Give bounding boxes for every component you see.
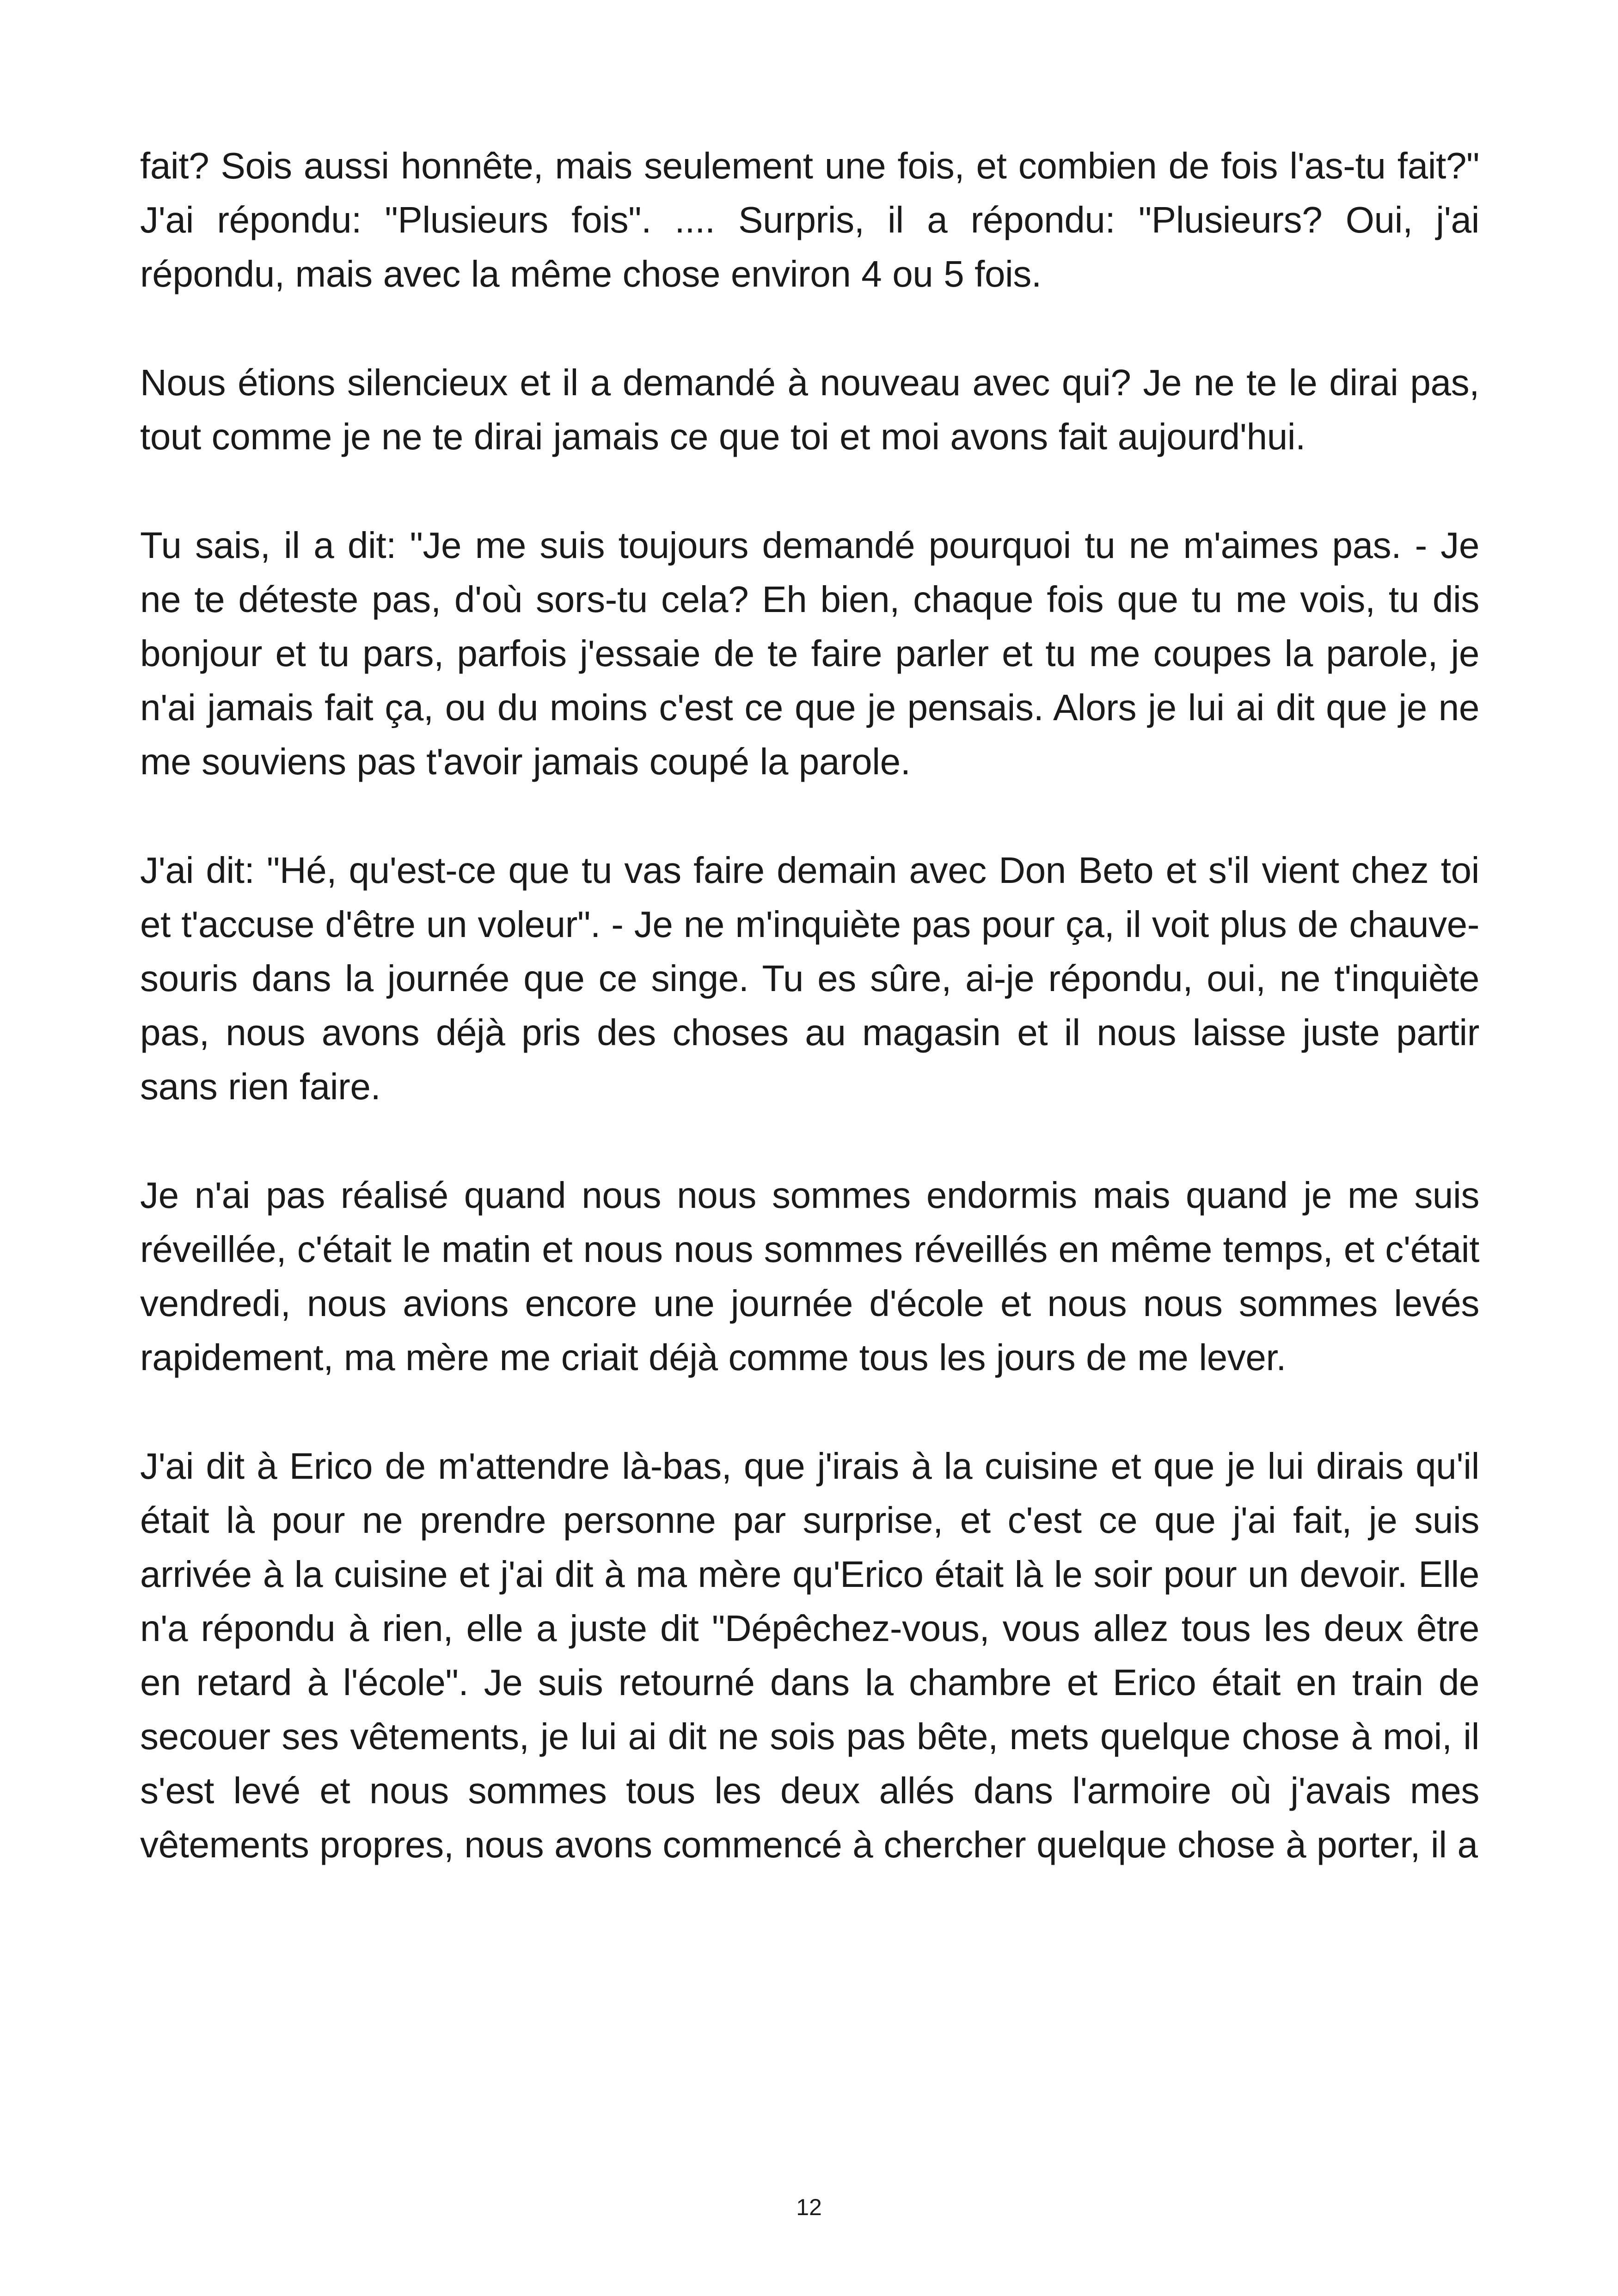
- body-text: [140, 139, 1479, 1926]
- paragraph: J'ai dit à Erico de m'attendre là-bas, que j'irais à la cuisine et que je lui dirais qu'il était là pour ne prendre personne par surprise, et c'est ce que j'ai fait, je suis arrivée à la cuisine et j'ai dit à ma mère qu'Erico était là le soir pour un devoir. Elle n'a répondu à rien, elle a juste dit "Dépêchez-vous, vous allez tous les deux être en retard à l'école". Je suis retourné dans la chambre et Erico était en train de secouer ses vêtements, je lui ai dit ne sois pas bête, mets quelque chose à moi, il s'est levé et nous sommes tous les deux allés dans l'armoire où j'avais mes vêtements propres, nous avons commencé à chercher quelque chose à porter, il a: [140, 1445, 1479, 1865]
- paragraph: J'ai dit: "Hé, qu'est-ce que tu vas faire demain avec Don Beto et s'il vient chez toi et t'accuse d'être un voleur". - Je ne m'inquiète pas pour ça, il voit plus de chauve-souris dans la journée que ce singe. Tu es sûre, ai-je répondu, oui, ne t'inquiète pas, nous avons déjà pris des choses au magasin et il nous laisse juste partir sans rien faire.: [140, 850, 1479, 1107]
- paragraph: fait? Sois aussi honnête, mais seulement une fois, et combien de fois l'as-tu fait?" J'ai répondu: "Plusieurs fois". .... Surpris, il a répondu: "Plusieurs? Oui, j'ai répondu, mais avec la même chose environ 4 ou 5 fois.: [140, 145, 1479, 294]
- paragraph: Tu sais, il a dit: "Je me suis toujours demandé pourquoi tu ne m'aimes pas. - Je ne te déteste pas, d'où sors-tu cela? Eh bien, chaque fois que tu me vois, tu dis bonjour et tu pars, parfois j'essaie de te faire parler et tu me coupes la parole, je n'ai jamais fait ça, ou du moins c'est ce que je pensais. Alors je lui ai dit que je ne me souviens pas t'avoir jamais coupé la parole.: [140, 525, 1479, 782]
- paragraph: Nous étions silencieux et il a demandé à nouveau avec qui? Je ne te le dirai pas, tout comme je ne te dirai jamais ce que toi et moi avons fait aujourd'hui.: [140, 362, 1479, 457]
- page-number: 12: [796, 2194, 822, 2220]
- paragraph: Je n'ai pas réalisé quand nous nous sommes endormis mais quand je me suis réveillée, c'était le matin et nous nous sommes réveillés en même temps, et c'était vendredi, nous avions encore une journée d'école et nous nous sommes levés rapidement, ma mère me criait déjà comme tous les jours de me lever.: [140, 1175, 1479, 1378]
